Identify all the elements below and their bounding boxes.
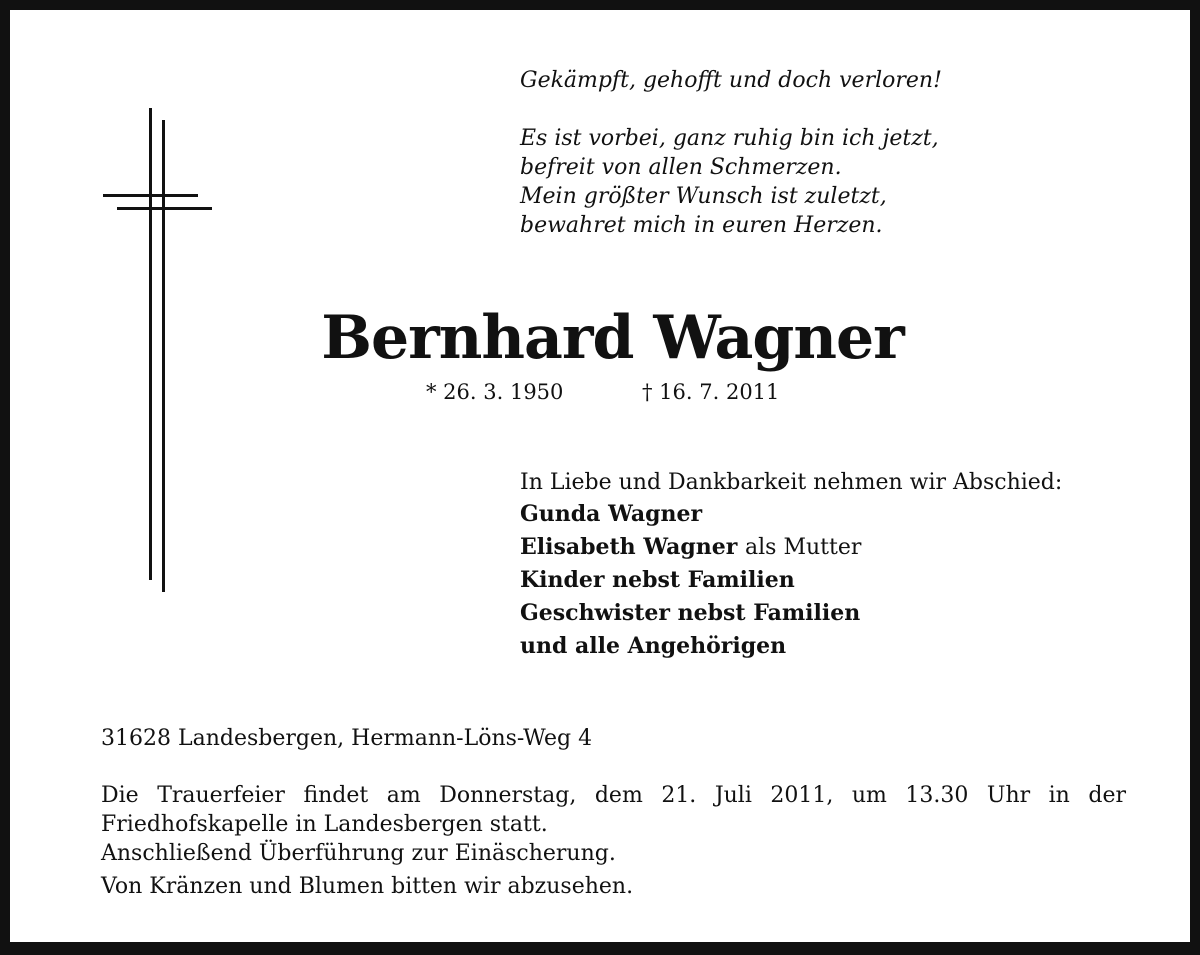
ceremony-info: Die Trauerfeier findet am Donnerstag, dem 21. Juli 2011, um 13.30 Uhr in der Friedhofskapelle in Landesbergen statt. — [101, 783, 1126, 837]
cross-horizontal-bar-upper — [103, 194, 198, 197]
mourner-name: Geschwister nebst Familien — [520, 600, 861, 626]
birth-date: * 26. 3. 1950 — [426, 380, 564, 404]
mourner-name: und alle Angehörigen — [520, 633, 787, 659]
cross-horizontal-bar-lower — [117, 207, 212, 210]
mourner-relation: als Mutter — [745, 535, 862, 560]
mourners-list — [520, 468, 1180, 663]
flowers-request: Von Kränzen und Blumen bitten wir abzusehen. — [101, 874, 634, 899]
poem-line: befreit von allen Schmerzen. — [520, 155, 842, 180]
mourner-name: Gunda Wagner — [520, 501, 703, 527]
cremation-info: Anschließend Überführung zur Einäscherung. — [101, 841, 616, 866]
poem-line: bewahret mich in euren Herzen. — [520, 213, 883, 238]
poem — [520, 66, 1180, 240]
mourner-entry — [520, 531, 1180, 564]
funeral-details — [101, 781, 1126, 901]
poem-line: Mein größter Wunsch ist zuletzt, — [520, 184, 887, 209]
death-date: † 16. 7. 2011 — [642, 380, 780, 404]
mourner-name: Kinder nebst Familien — [520, 567, 795, 593]
poem-line: Es ist vorbei, ganz ruhig bin ich jetzt, — [520, 126, 939, 151]
poem-line: Gekämpft, gehofft und doch verloren! — [520, 68, 942, 93]
family-address: 31628 Landesbergen, Hermann-Löns-Weg 4 — [101, 726, 593, 751]
deceased-name: Bernhard Wagner — [321, 303, 904, 373]
mourners-intro: In Liebe und Dankbarkeit nehmen wir Abschied: — [520, 470, 1063, 495]
mourner-name: Elisabeth Wagner — [520, 534, 738, 560]
